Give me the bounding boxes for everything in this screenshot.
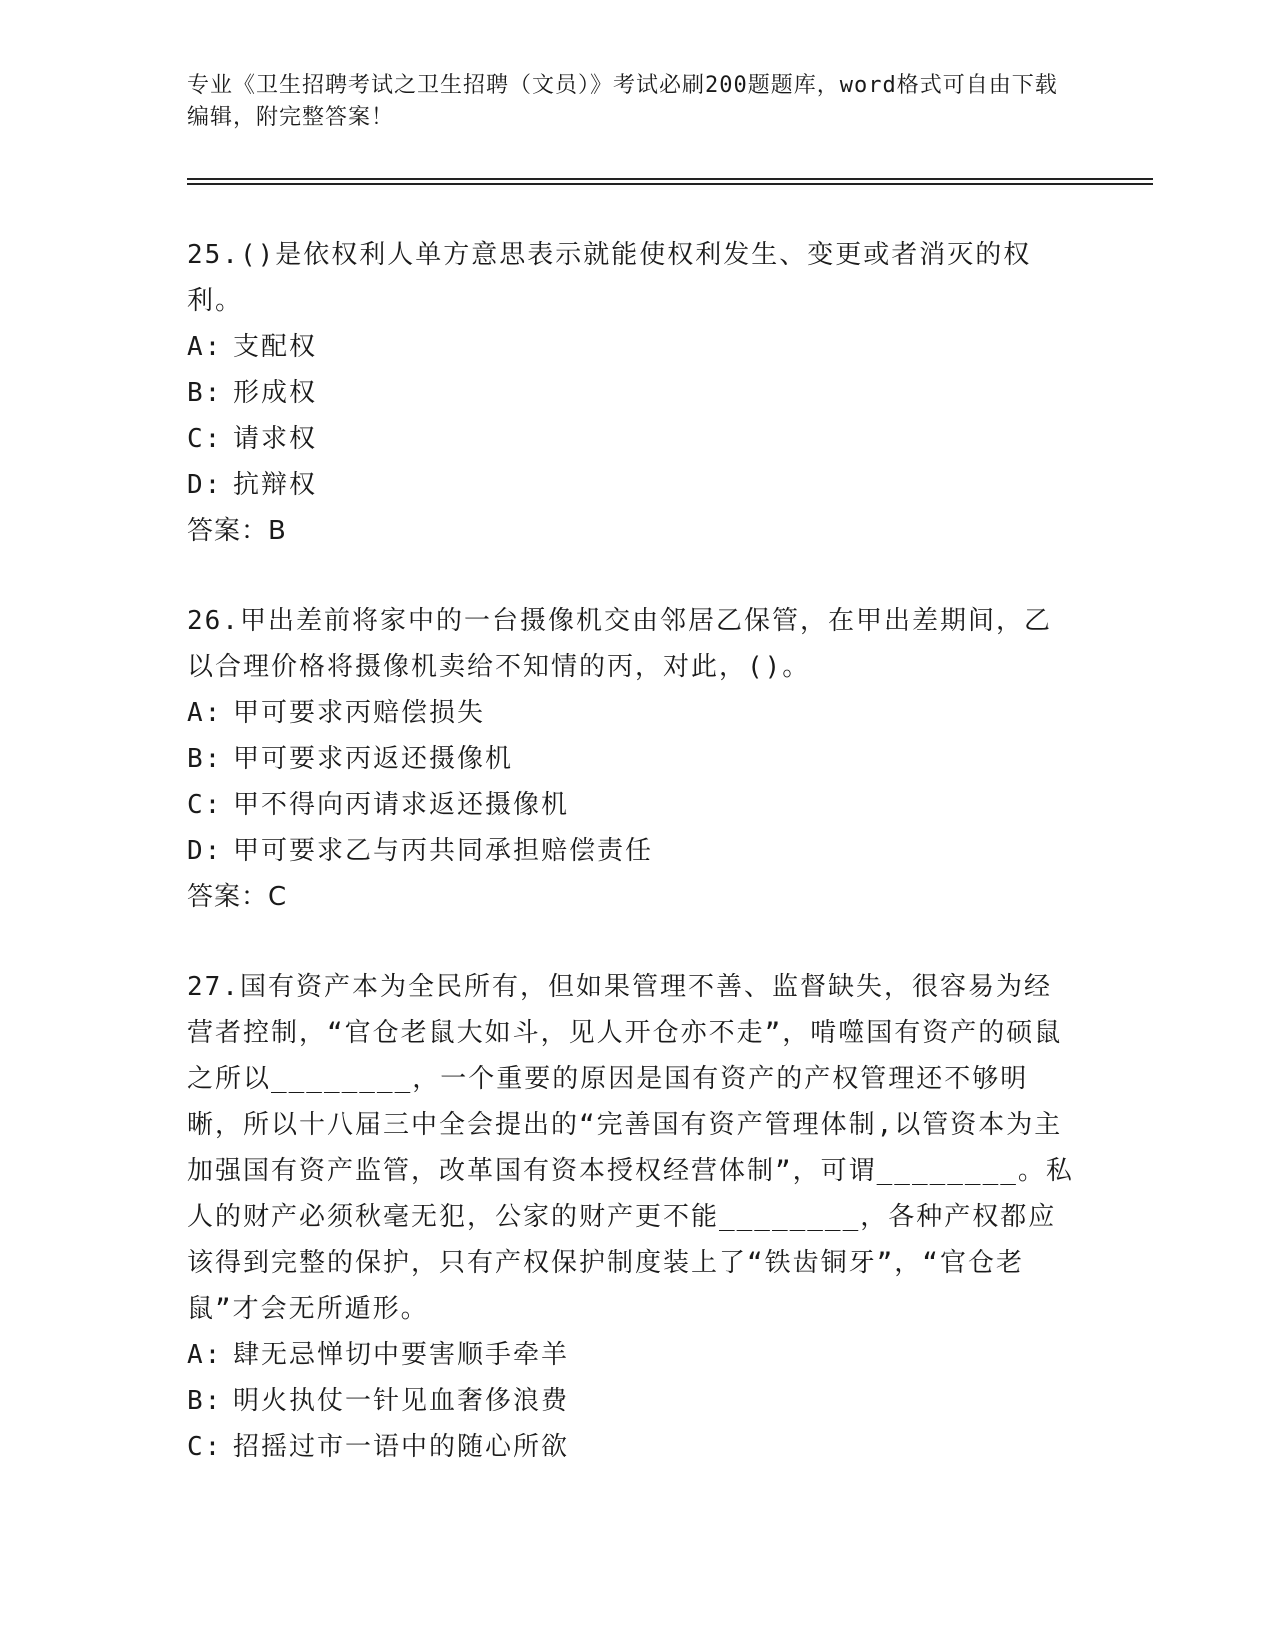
- header-divider-bottom: [187, 183, 1153, 185]
- option-a: [187, 324, 1077, 370]
- question-25: [187, 232, 1077, 554]
- option-key: B:: [187, 1386, 223, 1416]
- option-text: 形成权: [233, 378, 318, 408]
- option-d: [187, 828, 1077, 874]
- question-spacer: [187, 920, 1077, 964]
- option-key: A:: [187, 332, 223, 362]
- option-key: A:: [187, 1340, 223, 1370]
- question-list: [187, 232, 1077, 1470]
- option-key: C:: [187, 424, 223, 454]
- option-key: A:: [187, 698, 223, 728]
- option-text: 支配权: [233, 332, 318, 362]
- question-text: 27.国有资产本为全民所有，但如果管理不善、监督缺失，很容易为经营者控制，“官仓老鼠大如斗，见人开仓亦不走”，啃噬国有资产的硕鼠之所以________，一个重要的原因是国有资产的产权管理还不够明晰，所以十八届三中全会提出的“完善国有资产管理体制,以管资本为主加强国有资产监管，改革国有资本授权经营体制”，可谓________。私人的财产必须秋毫无犯，公家的财产更不能________，各种产权都应该得到完整的保护，只有产权保护制度装上了“铁齿铜牙”，“官仓老鼠”才会无所遁形。: [187, 972, 1074, 1324]
- option-text: 明火执仗一针见血奢侈浪费: [233, 1386, 570, 1416]
- option-key: D:: [187, 470, 223, 500]
- option-text: 招摇过市一语中的随心所欲: [233, 1432, 570, 1462]
- option-a: [187, 690, 1077, 736]
- option-b: [187, 736, 1077, 782]
- option-text: 甲可要求丙赔偿损失: [233, 698, 486, 728]
- option-key: C:: [187, 790, 223, 820]
- question-26: [187, 598, 1077, 920]
- option-c: [187, 416, 1077, 462]
- option-key: C:: [187, 1432, 223, 1462]
- option-text: 甲不得向丙请求返还摄像机: [233, 790, 570, 820]
- option-text: 甲可要求丙返还摄像机: [233, 744, 514, 774]
- header-divider-top: [187, 178, 1153, 180]
- option-text: 肆无忌惮切中要害顺手牵羊: [233, 1340, 570, 1370]
- option-key: D:: [187, 836, 223, 866]
- option-text: 抗辩权: [233, 470, 318, 500]
- question-text: 25.()是依权利人单方意思表示就能使权利发生、变更或者消灭的权利。: [187, 240, 1032, 316]
- question-text: 26.甲出差前将家中的一台摄像机交由邻居乙保管，在甲出差期间，乙以合理价格将摄像机卖给不知情的丙，对此，()。: [187, 606, 1052, 682]
- option-c: [187, 782, 1077, 828]
- option-key: B:: [187, 378, 223, 408]
- answer-line: 答案：B: [187, 516, 287, 546]
- option-text: 甲可要求乙与丙共同承担赔偿责任: [233, 836, 654, 866]
- answer-line: 答案：C: [187, 882, 288, 912]
- option-a: [187, 1332, 1077, 1378]
- option-d: [187, 462, 1077, 508]
- option-key: B:: [187, 744, 223, 774]
- question-27: [187, 964, 1077, 1470]
- option-c: [187, 1424, 1077, 1470]
- question-spacer: [187, 554, 1077, 598]
- document-header: 专业《卫生招聘考试之卫生招聘（文员）》考试必刷200题题库，word格式可自由下载编辑，附完整答案！: [187, 73, 1058, 130]
- option-text: 请求权: [233, 424, 318, 454]
- option-b: [187, 370, 1077, 416]
- option-b: [187, 1378, 1077, 1424]
